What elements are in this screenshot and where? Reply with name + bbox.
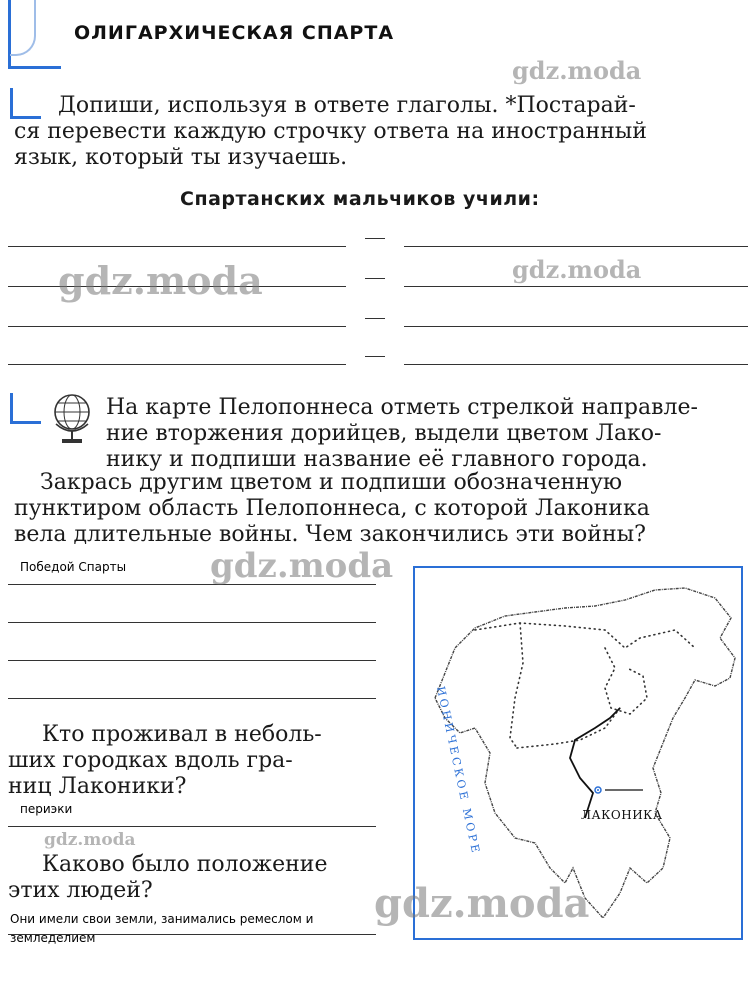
dash-3 <box>365 318 385 319</box>
watermark: gdz.moda <box>512 255 642 284</box>
dash-2 <box>365 278 385 279</box>
answer-1-line-4[interactable] <box>8 698 376 699</box>
border-argolis <box>605 648 647 714</box>
answer-line-right-1[interactable] <box>404 246 748 247</box>
task2-line-4: Закрась другим цветом и подпиши обозначенную <box>40 470 623 495</box>
watermark: gdz.moda <box>44 830 136 850</box>
task1-text <box>14 93 748 171</box>
question-3-line-2: этих людей? <box>8 878 153 903</box>
task2-text-2 <box>14 470 748 548</box>
answer-line-right-2[interactable] <box>404 286 748 287</box>
border-west <box>510 623 523 748</box>
task2-line-5: пунктиром область Пелопоннеса, с которой Лаконика <box>14 496 650 521</box>
task2-line-3: нику и подпиши название её главного города. <box>106 447 648 472</box>
answer-line-right-3[interactable] <box>404 326 748 327</box>
task2-line-6: вела длительные войны. Чем закончились эти войны? <box>14 522 646 547</box>
answer-2-line[interactable] <box>8 826 376 827</box>
page-corner-circle <box>10 0 36 56</box>
question-2-line-1: Кто проживал в неболь- <box>42 722 322 747</box>
page-title: ОЛИГАРХИЧЕСКАЯ СПАРТА <box>74 22 395 44</box>
answer-1-line-3[interactable] <box>8 660 376 661</box>
answer-1-text[interactable]: Победой Спарты <box>20 560 127 574</box>
answer-line-right-4[interactable] <box>404 364 748 365</box>
task2-line-2: ние вторжения дорийцев, выдели цветом Лако- <box>106 421 662 446</box>
answer-line-left-1[interactable] <box>8 246 346 247</box>
answer-2-text[interactable]: периэки <box>20 802 73 816</box>
watermark: gdz.moda <box>374 880 590 927</box>
dash-1 <box>365 238 385 239</box>
border-north <box>475 623 695 648</box>
watermark: gdz.moda <box>210 546 394 586</box>
question-2-line-2: ших городках вдоль гра- <box>8 748 293 773</box>
task1-subheading: Спартанских мальчиков учили: <box>180 188 540 210</box>
answer-3-text-2[interactable]: земледелием <box>10 931 96 945</box>
laconia-border <box>570 708 620 818</box>
task1-line-3: язык, который ты изучаешь. <box>14 145 348 170</box>
question-3 <box>8 852 368 904</box>
answer-3-text-1[interactable]: Они имели свои земли, занимались ремеслом и <box>10 912 314 926</box>
watermark: gdz.moda <box>58 258 263 303</box>
answer-1-line-2[interactable] <box>8 622 376 623</box>
question-3-line-1: Каково было положение <box>42 852 328 877</box>
task2-marker <box>10 393 41 424</box>
task2-line-1: На карте Пелопоннеса отметь стрелкой направле- <box>106 395 698 420</box>
task1-line-1: Допиши, используя в ответе глаголы. *Постарай- <box>58 93 636 118</box>
dash-4 <box>365 356 385 357</box>
question-2 <box>8 722 368 800</box>
question-2-line-3: ниц Лаконики? <box>8 774 187 799</box>
answer-line-left-3[interactable] <box>8 326 346 327</box>
answer-line-left-4[interactable] <box>8 364 346 365</box>
laconia-label: ЛАКОНИКА <box>581 808 663 822</box>
task2-text <box>106 395 748 473</box>
sea-label: ИОНИЧЕСКОЕ МОРЕ <box>433 685 483 857</box>
watermark: gdz.moda <box>512 56 642 85</box>
coastline <box>435 588 735 918</box>
globe-icon <box>50 390 94 446</box>
border-center <box>517 708 620 748</box>
task1-line-2: ся перевести каждую строчку ответа на иностранный <box>14 119 647 144</box>
